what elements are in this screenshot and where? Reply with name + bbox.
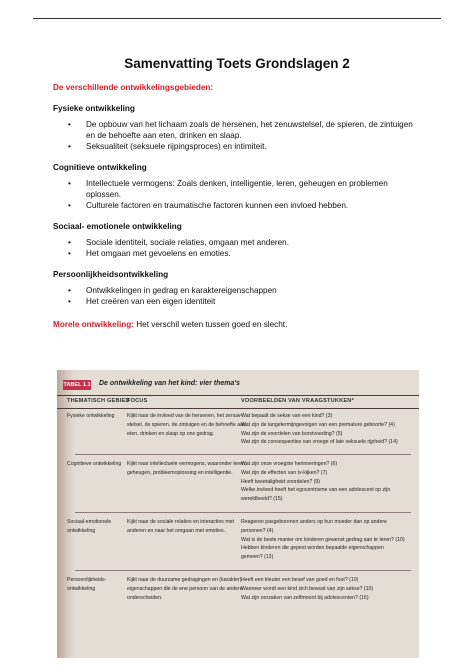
area-cell	[67, 460, 123, 469]
list-item-text: Het creëren van een eigen identiteit	[86, 297, 216, 306]
morele-line	[53, 319, 423, 330]
bullet-list	[53, 178, 423, 211]
focus-line: onderscheiden.	[127, 594, 163, 601]
area-line: Cognitieve ontwikkeling	[67, 461, 122, 467]
example-line: Wat zijn oorzaken van zelfmoord bij adolescenten? (16)	[241, 594, 369, 601]
list-item	[53, 285, 423, 296]
bullet-icon: •	[68, 120, 71, 129]
list-item	[53, 178, 423, 200]
focus-line: stelsel, de spieren, de zintuigen en de behoefte aan	[127, 421, 246, 428]
area-cell	[67, 518, 123, 536]
section-heading: Fysieke ontwikkeling	[53, 104, 135, 113]
focus-line: Kijkt naar de sociale relaties en interacties met	[127, 519, 234, 525]
bullet-icon: •	[68, 297, 71, 306]
examples-cell	[241, 576, 409, 602]
row-divider	[75, 512, 411, 513]
focus-line: eigenschappen die de ene persoon van de andere	[127, 585, 243, 592]
example-line: Wat is de beste manier om kinderen gewenst gedrag aan te leren? (10)	[241, 536, 405, 543]
section-sociaal	[53, 221, 423, 259]
example-line: Heeft tweetaligheid voordelen? (9)	[241, 478, 321, 485]
bullet-icon: •	[68, 286, 71, 295]
focus-cell	[127, 576, 243, 602]
table-tag: TABEL 1.1	[63, 382, 91, 388]
focus-cell	[127, 412, 246, 438]
example-line: Heeft een kleuter een besef van goed en fout? (10)	[241, 577, 359, 583]
header-rule	[33, 18, 441, 19]
section-heading: Cognitieve ontwikkeling	[53, 163, 147, 172]
list-item	[53, 119, 423, 141]
focus-line: eten, drinken en slaap op ons gedrag.	[127, 430, 215, 437]
examples-cell	[241, 518, 409, 562]
example-line: Wat bepaalt de sekse van een kind? (3)	[241, 413, 333, 419]
column-header: FOCUS	[127, 398, 148, 404]
section-persoonlijkheid	[53, 269, 423, 307]
area-line: Fysieke ontwikkeling	[67, 413, 115, 419]
focus-cell	[127, 460, 247, 478]
list-item	[53, 141, 423, 152]
list-item-text: Het omgaan met gevoelens en emoties.	[86, 249, 231, 258]
area-line: Persoonlijkheids-	[67, 577, 107, 583]
bullet-icon: •	[68, 142, 71, 151]
list-item-text: Intellectuele vermogens: Zoals denken, intelligentie, leren, geheugen en problemen oplossen.	[86, 179, 388, 199]
bullet-list	[53, 285, 423, 307]
example-line: Reageren pasgeborenen anders op hun moeder dan op andere	[241, 519, 387, 525]
focus-line: geheugen, probleemoplossing en intelligentie.	[127, 469, 233, 476]
section-fysieke	[53, 103, 423, 152]
area-line: Sociaal-emotionele	[67, 519, 112, 525]
bullet-icon: •	[68, 201, 71, 210]
list-item-text: Ontwikkelingen in gedrag en karaktereigenschappen	[86, 286, 277, 295]
row-divider	[75, 570, 411, 571]
section-heading: Sociaal- emotionele ontwikkeling	[53, 222, 182, 231]
bullet-icon: •	[68, 179, 71, 188]
focus-cell	[127, 518, 235, 536]
area-cell	[67, 576, 123, 594]
morele-label: Morele ontwikkeling:	[53, 320, 134, 329]
example-line: wereldbeeld? (15)	[241, 496, 283, 503]
example-line: Welke invloed heeft het egocentrisme van een adolescent op zijn	[241, 487, 391, 494]
section-cognitieve	[53, 162, 423, 211]
example-line: personen? (4)	[241, 527, 274, 534]
focus-line: anderen en naar het omgaan met emoties.	[127, 527, 226, 534]
example-line: Wat zijn de langetermijngevolgen van een premature geboorte? (4)	[241, 421, 395, 428]
examples-cell	[241, 460, 409, 504]
area-cell	[67, 412, 123, 421]
list-item-text: Culturele factoren en traumatische factoren kunnen een invloed hebben.	[86, 201, 349, 210]
focus-line: Kijkt naar de duurzame gedragingen en (karakter)	[127, 577, 242, 583]
bullet-list	[53, 119, 423, 152]
table-header	[57, 395, 419, 409]
morele-text: Het verschil weten tussen goed en slecht.	[133, 320, 288, 329]
list-item-text: De opbouw van het lichaam zoals de hersenen, het zenuwstelsel, de spieren, de zintuigen en de behoefte aan eten, drinken en slaap.	[86, 120, 413, 140]
page-title: Samenvatting Toets Grondslagen 2	[124, 56, 350, 71]
focus-line: Kijkt naar intellectuele vermogens, waaronder leren,	[127, 461, 247, 467]
example-line: Wat zijn de voordelen van borstvoeding? (5)	[241, 430, 343, 437]
example-line: Wat zijn de effecten van tv-kijken? (7)	[241, 469, 328, 476]
intro-heading: De verschillende ontwikkelingsgebieden:	[53, 83, 214, 92]
list-item	[53, 237, 423, 248]
table-title: De ontwikkeling van het kind: vier thema's	[99, 380, 240, 387]
example-line: Wat zijn de consequenties van vroege of late seksuele rijpheid? (14)	[241, 439, 398, 446]
list-item	[53, 200, 423, 211]
list-item	[53, 296, 423, 307]
area-line: ontwikkeling	[67, 585, 96, 592]
document-body	[53, 82, 423, 330]
bullet-icon: •	[68, 249, 71, 258]
row-divider	[75, 454, 411, 455]
focus-line: Kijkt naar de invloed van de hersenen, het zenuw-	[127, 413, 243, 419]
bullet-icon: •	[68, 238, 71, 247]
area-line: ontwikkeling	[67, 527, 96, 534]
example-line: Wanneer wordt een kind zich bewust van zijn sekse? (10)	[241, 585, 374, 592]
list-item-text: Sociale identiteit, sociale relaties, omgaan met anderen.	[86, 238, 289, 247]
scanned-table-image	[57, 370, 419, 658]
column-header: VOORBEELDEN VAN VRAAGSTUKKEN*	[241, 398, 354, 404]
example-line: Hebben kinderen die gepest worden bepaalde eigenschappen	[241, 545, 384, 552]
list-item	[53, 248, 423, 259]
examples-cell	[241, 412, 409, 447]
example-line: gemeen? (13)	[241, 554, 274, 561]
column-header: THEMATISCH GEBIED	[67, 398, 130, 404]
list-item-text: Seksualiteit (seksuele rijpingsproces) en intimiteit.	[86, 142, 267, 151]
example-line: Wat zijn onze vroegste herinneringen? (6)	[241, 461, 338, 467]
section-heading: Persoonlijkheidsontwikkeling	[53, 270, 169, 279]
bullet-list	[53, 237, 423, 259]
